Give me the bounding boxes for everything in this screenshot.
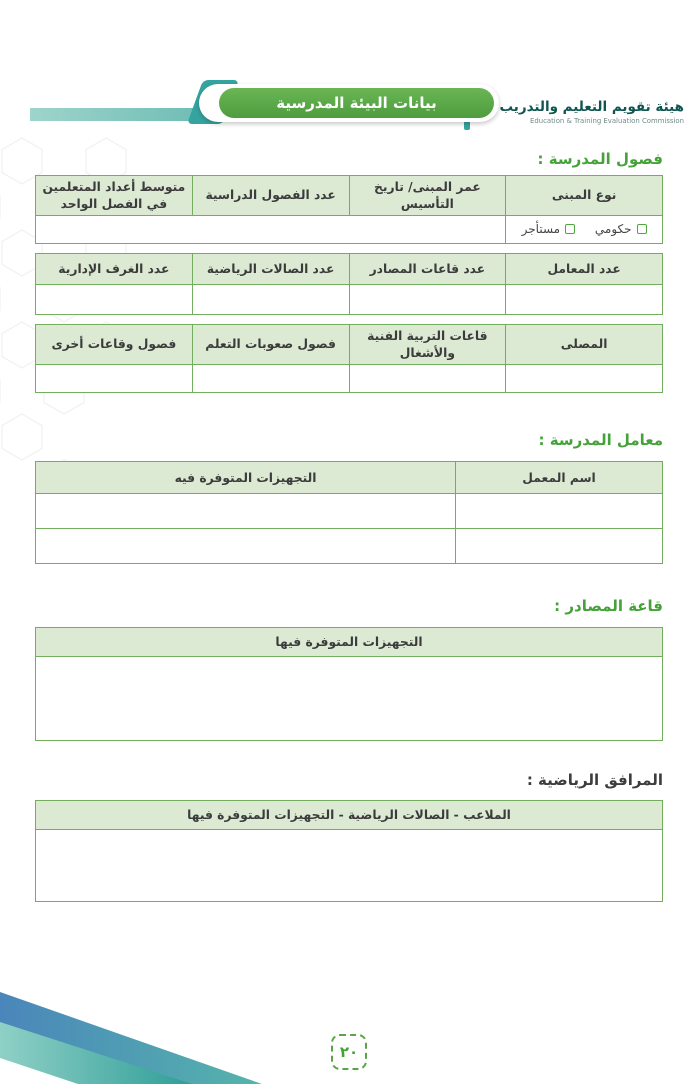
sports-facilities-table (35, 800, 663, 902)
table-header-row (36, 176, 663, 216)
school-classes-table-building (35, 175, 663, 244)
school-classes-table-rooms (35, 253, 663, 315)
col-lab-name: اسم المعمل (456, 462, 663, 494)
org-name-english: Education & Training Evaluation Commission (529, 117, 684, 125)
empty-input-cell[interactable] (506, 285, 663, 315)
col-sports-equipment: الملاعب - الصالات الرياضية - التجهيزات المتوفرة فيها (36, 801, 663, 830)
etec-logo-text (499, 99, 684, 125)
school-classes-table-other (35, 324, 663, 393)
col-resource-rooms-count: عدد قاعات المصادر (349, 254, 506, 285)
table-row (36, 657, 663, 741)
table-row (36, 529, 663, 564)
empty-input-cell[interactable] (192, 365, 349, 393)
col-learning-difficulties: فصول صعوبات التعلم (192, 325, 349, 365)
page-title: بيانات البيئة المدرسية (219, 88, 494, 118)
checkbox-icon[interactable] (637, 224, 647, 234)
empty-input-cell[interactable] (36, 494, 456, 529)
page-title-banner (199, 84, 499, 122)
table-header-row (36, 628, 663, 657)
page-number: ٢٠ (339, 1043, 359, 1061)
col-sports-halls-count: عدد الصالات الرياضية (192, 254, 349, 285)
col-other-rooms: فصول وقاعات أخرى (36, 325, 193, 365)
empty-input-cell[interactable] (36, 216, 506, 244)
col-classrooms-count: عدد الفصول الدراسية (192, 176, 349, 216)
empty-input-cell[interactable] (36, 365, 193, 393)
col-labs-count: عدد المعامل (506, 254, 663, 285)
col-avg-learners: متوسط أعداد المتعلمين في الفصل الواحد (36, 176, 193, 216)
checkbox-label: حكومي (594, 222, 632, 237)
table-header-row (36, 254, 663, 285)
table-row (36, 494, 663, 529)
resource-room-table (35, 627, 663, 741)
empty-input-cell[interactable] (36, 529, 456, 564)
section-heading-sports: المرافق الرياضية : (526, 771, 663, 790)
empty-input-cell[interactable] (349, 285, 506, 315)
col-building-type: نوع المبنى (506, 176, 663, 216)
empty-input-cell[interactable] (36, 285, 193, 315)
org-name-arabic: هيئة تقويم التعليم والتدريب (499, 99, 684, 115)
col-resource-equipment: التجهيزات المتوفرة فيها (36, 628, 663, 657)
checkbox-rented[interactable] (522, 222, 575, 236)
table-row (36, 285, 663, 315)
empty-input-cell[interactable] (36, 657, 663, 741)
section-heading-classes: فصول المدرسة : (537, 150, 663, 168)
section-heading-resource-room: قاعة المصادر : (554, 597, 663, 616)
table-header-row (36, 801, 663, 830)
table-header-row (36, 462, 663, 494)
footer-ribbon-decoration (0, 974, 300, 1084)
empty-input-cell[interactable] (192, 285, 349, 315)
building-type-input-cell[interactable] (506, 216, 663, 244)
col-admin-rooms-count: عدد الغرف الإدارية (36, 254, 193, 285)
table-row (36, 216, 663, 244)
col-building-age: عمر المبنى/ تاريخ التأسيس (349, 176, 506, 216)
col-prayer-room: المصلى (506, 325, 663, 365)
empty-input-cell[interactable] (36, 830, 663, 902)
empty-input-cell[interactable] (349, 365, 506, 393)
checkbox-governmental[interactable] (595, 222, 647, 236)
table-row (36, 365, 663, 393)
col-lab-equipment: التجهيزات المتوفرة فيه (36, 462, 456, 494)
school-labs-table (35, 461, 663, 564)
table-row (36, 830, 663, 902)
empty-input-cell[interactable] (456, 529, 663, 564)
empty-input-cell[interactable] (506, 365, 663, 393)
col-art-rooms: قاعات التربية الفنية والأشغال (349, 325, 506, 365)
page-number-badge (331, 1034, 367, 1070)
section-heading-labs: معامل المدرسة : (538, 431, 663, 450)
document-page (0, 84, 698, 1084)
checkbox-icon[interactable] (565, 224, 575, 234)
table-header-row (36, 325, 663, 365)
empty-input-cell[interactable] (456, 494, 663, 529)
checkbox-label: مستأجر (521, 222, 561, 237)
